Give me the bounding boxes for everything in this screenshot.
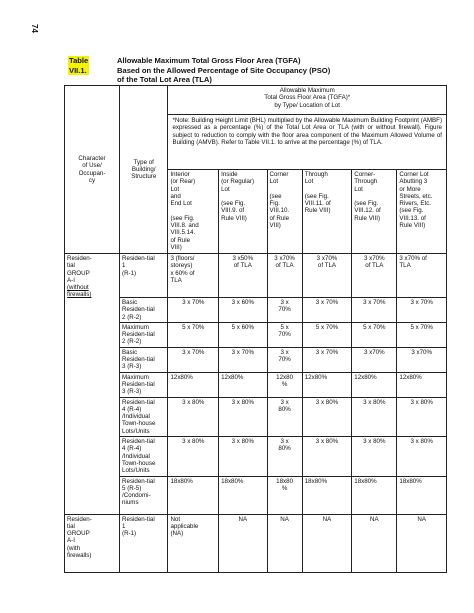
cell-inside: 3 x50% of TLA bbox=[219, 254, 267, 298]
cell-interior: 3 x 80% bbox=[168, 397, 219, 436]
header-inside-lot: Inside (or Regular) Lot (see Fig. VIII.9. of Rule VIII) bbox=[219, 170, 267, 254]
cell-corner-through: 12x80% bbox=[352, 372, 397, 397]
table-row bbox=[65, 347, 447, 372]
cell-corner-3-streets: 12x80% bbox=[397, 372, 447, 397]
cell-corner-through: NA bbox=[352, 514, 397, 572]
cell-through: NA bbox=[302, 514, 352, 572]
header-character-of-use: Character of Use/ Occupan- cy bbox=[65, 86, 120, 254]
header-row-1 bbox=[65, 86, 447, 115]
cell-inside: 18x80% bbox=[219, 476, 267, 514]
cell-corner-through: 3 x70% of TLA bbox=[352, 254, 397, 298]
cell-corner-3-streets: 5 x 70% bbox=[397, 322, 447, 347]
cell-corner: 3 x 70% bbox=[267, 298, 302, 323]
row-type: Basic Residen-tial 2 (R-2) bbox=[120, 298, 168, 323]
row-type: Maximum Residen-tial 3 (R-3) bbox=[120, 372, 168, 397]
cell-interior: 3 (floors/ storeys) x 60% of TLA bbox=[168, 254, 219, 298]
cell-through: 5 x 70% bbox=[302, 322, 352, 347]
cell-inside: 3 x 70% bbox=[219, 347, 267, 372]
cell-inside: NA bbox=[219, 514, 267, 572]
table-row bbox=[65, 476, 447, 514]
table-title-line-2: Based on the Allowed Percentage of Site Occupancy (PSO) bbox=[117, 65, 331, 75]
cell-interior: 3 x 80% bbox=[168, 437, 219, 476]
header-note: *Note: Building Height Limit (BHL) multiplied by the Allowable Maximum Building Footprint (AMBF) expressed as a percentage (%) of the Total Lot Area or TLA (with or without firewall). Figure subject to reduction to comply with the floor area component of the Maximum Allowed Volume of Building (AMVB). Refer to Table VII.1. to arrive at the percentage (%) of TLA. bbox=[168, 115, 447, 170]
cell-inside: 3 x 80% bbox=[219, 397, 267, 436]
table-row bbox=[65, 514, 447, 572]
group-label: Residen- tial GROUP A-I bbox=[67, 255, 92, 284]
row-type: Residen-tial 1 (R-1) bbox=[120, 514, 168, 572]
cell-corner: NA bbox=[267, 514, 302, 572]
cell-interior: Not applicable (NA) bbox=[168, 514, 219, 572]
row-type: Residen-tial 4 (R-4) /Individual Town-house Lots/Units bbox=[120, 437, 168, 476]
cell-corner: 5 x 70% bbox=[267, 322, 302, 347]
cell-corner-3-streets: 3 x 70% bbox=[397, 298, 447, 323]
cell-corner: 3 x 80% bbox=[267, 437, 302, 476]
cell-corner-through: 18x80% bbox=[352, 476, 397, 514]
header-allowable-tgfa: Allowable Maximum Total Gross Floor Area (TGFA)* by Type/ Location of Lot bbox=[168, 86, 447, 115]
page-number: 74 bbox=[30, 24, 39, 33]
cell-interior: 3 x 70% bbox=[168, 347, 219, 372]
row-type: Residen-tial 4 (R-4) /Individual Town-house Lots/Units bbox=[120, 397, 168, 436]
cell-corner: 3 x 70% bbox=[267, 347, 302, 372]
table-row bbox=[65, 397, 447, 436]
header-corner-lot: Corner Lot (see Fig. VIII.10. of Rule VIII) bbox=[267, 170, 302, 254]
cell-through: 3 x 80% bbox=[302, 397, 352, 436]
cell-corner-3-streets: 3 x70% bbox=[397, 347, 447, 372]
header-through-lot: Through Lot (see Fig. VIII.11. of Rule VIII) bbox=[302, 170, 352, 254]
cell-interior: 3 x 70% bbox=[168, 298, 219, 323]
table-label: Table VII.1. bbox=[69, 56, 89, 75]
cell-corner-through: 3 x 80% bbox=[352, 437, 397, 476]
group-a1-without-firewalls bbox=[65, 254, 120, 515]
header-interior-lot: Interior (or Rear) Lot and End Lot (see Fig. VIII.8. and VIII.5.14. of Rule VIII) bbox=[168, 170, 219, 254]
table-title-line-1: Allowable Maximum Total Gross Floor Area (TGFA) bbox=[117, 56, 301, 65]
cell-corner-3-streets: NA bbox=[397, 514, 447, 572]
cell-corner-3-streets: 3 x 80% bbox=[397, 397, 447, 436]
cell-through: 3 x70% of TLA bbox=[302, 254, 352, 298]
cell-corner: 12x80 % bbox=[267, 372, 302, 397]
cell-through: 3 x 70% bbox=[302, 347, 352, 372]
header-corner-through-lot: Corner- Through Lot (see Fig. VIII.12. of Rule VIII) bbox=[352, 170, 397, 254]
table-row bbox=[65, 322, 447, 347]
cell-corner-through: 3 x 80% bbox=[352, 397, 397, 436]
row-type: Basic Residen-tial 3 (R-3) bbox=[120, 347, 168, 372]
cell-corner: 3 x70% of TLA bbox=[267, 254, 302, 298]
cell-corner-3-streets: 3 x70% of TLA bbox=[397, 254, 447, 298]
cell-interior: 12x80% bbox=[168, 372, 219, 397]
table-row bbox=[65, 372, 447, 397]
cell-inside: 3 x 60% bbox=[219, 298, 267, 323]
cell-interior: 18x80% bbox=[168, 476, 219, 514]
cell-through: 18x80% bbox=[302, 476, 352, 514]
cell-corner-through: 3 x 70% bbox=[352, 298, 397, 323]
row-type: Maximum Residen-tial 2 (R-2) bbox=[120, 322, 168, 347]
table-row bbox=[65, 437, 447, 476]
table-title-line-3: of the Total Lot Area (TLA) bbox=[117, 75, 212, 85]
cell-corner-3-streets: 3 x 80% bbox=[397, 437, 447, 476]
group-a1-with-firewalls: Residen- tial GROUP A-I (with firewalls) bbox=[65, 514, 120, 572]
cell-through: 3 x 80% bbox=[302, 437, 352, 476]
cell-corner-through: 3 x70% bbox=[352, 347, 397, 372]
cell-corner: 18x80 % bbox=[267, 476, 302, 514]
row-type: Residen-tial 1 (R-1) bbox=[120, 254, 168, 298]
cell-through: 3 x 70% bbox=[302, 298, 352, 323]
header-type-of-building: Type of Building/ Structure bbox=[120, 86, 168, 254]
cell-through: 12x80% bbox=[302, 372, 352, 397]
row-type: Residen-tial 5 (R-5) /Condomi- niums bbox=[120, 476, 168, 514]
table-row bbox=[65, 298, 447, 323]
cell-inside: 12x80% bbox=[219, 372, 267, 397]
cell-inside: 5 x 60% bbox=[219, 322, 267, 347]
cell-corner-3-streets: 18x80% bbox=[397, 476, 447, 514]
cell-interior: 5 x 70% bbox=[168, 322, 219, 347]
group-qualifier: (without firewalls) bbox=[67, 284, 92, 299]
tgfa-table bbox=[64, 85, 447, 573]
table-row bbox=[65, 254, 447, 298]
cell-corner-through: 5 x 70% bbox=[352, 322, 397, 347]
cell-corner: 3 x 80% bbox=[267, 397, 302, 436]
header-corner-lot-3-streets: Corner Lot Abutting 3 or More Streets, etc. Rivers, Etc. (see Fig. VIII.13. of Rule VIII) bbox=[397, 170, 447, 254]
cell-inside: 3 x 80% bbox=[219, 437, 267, 476]
